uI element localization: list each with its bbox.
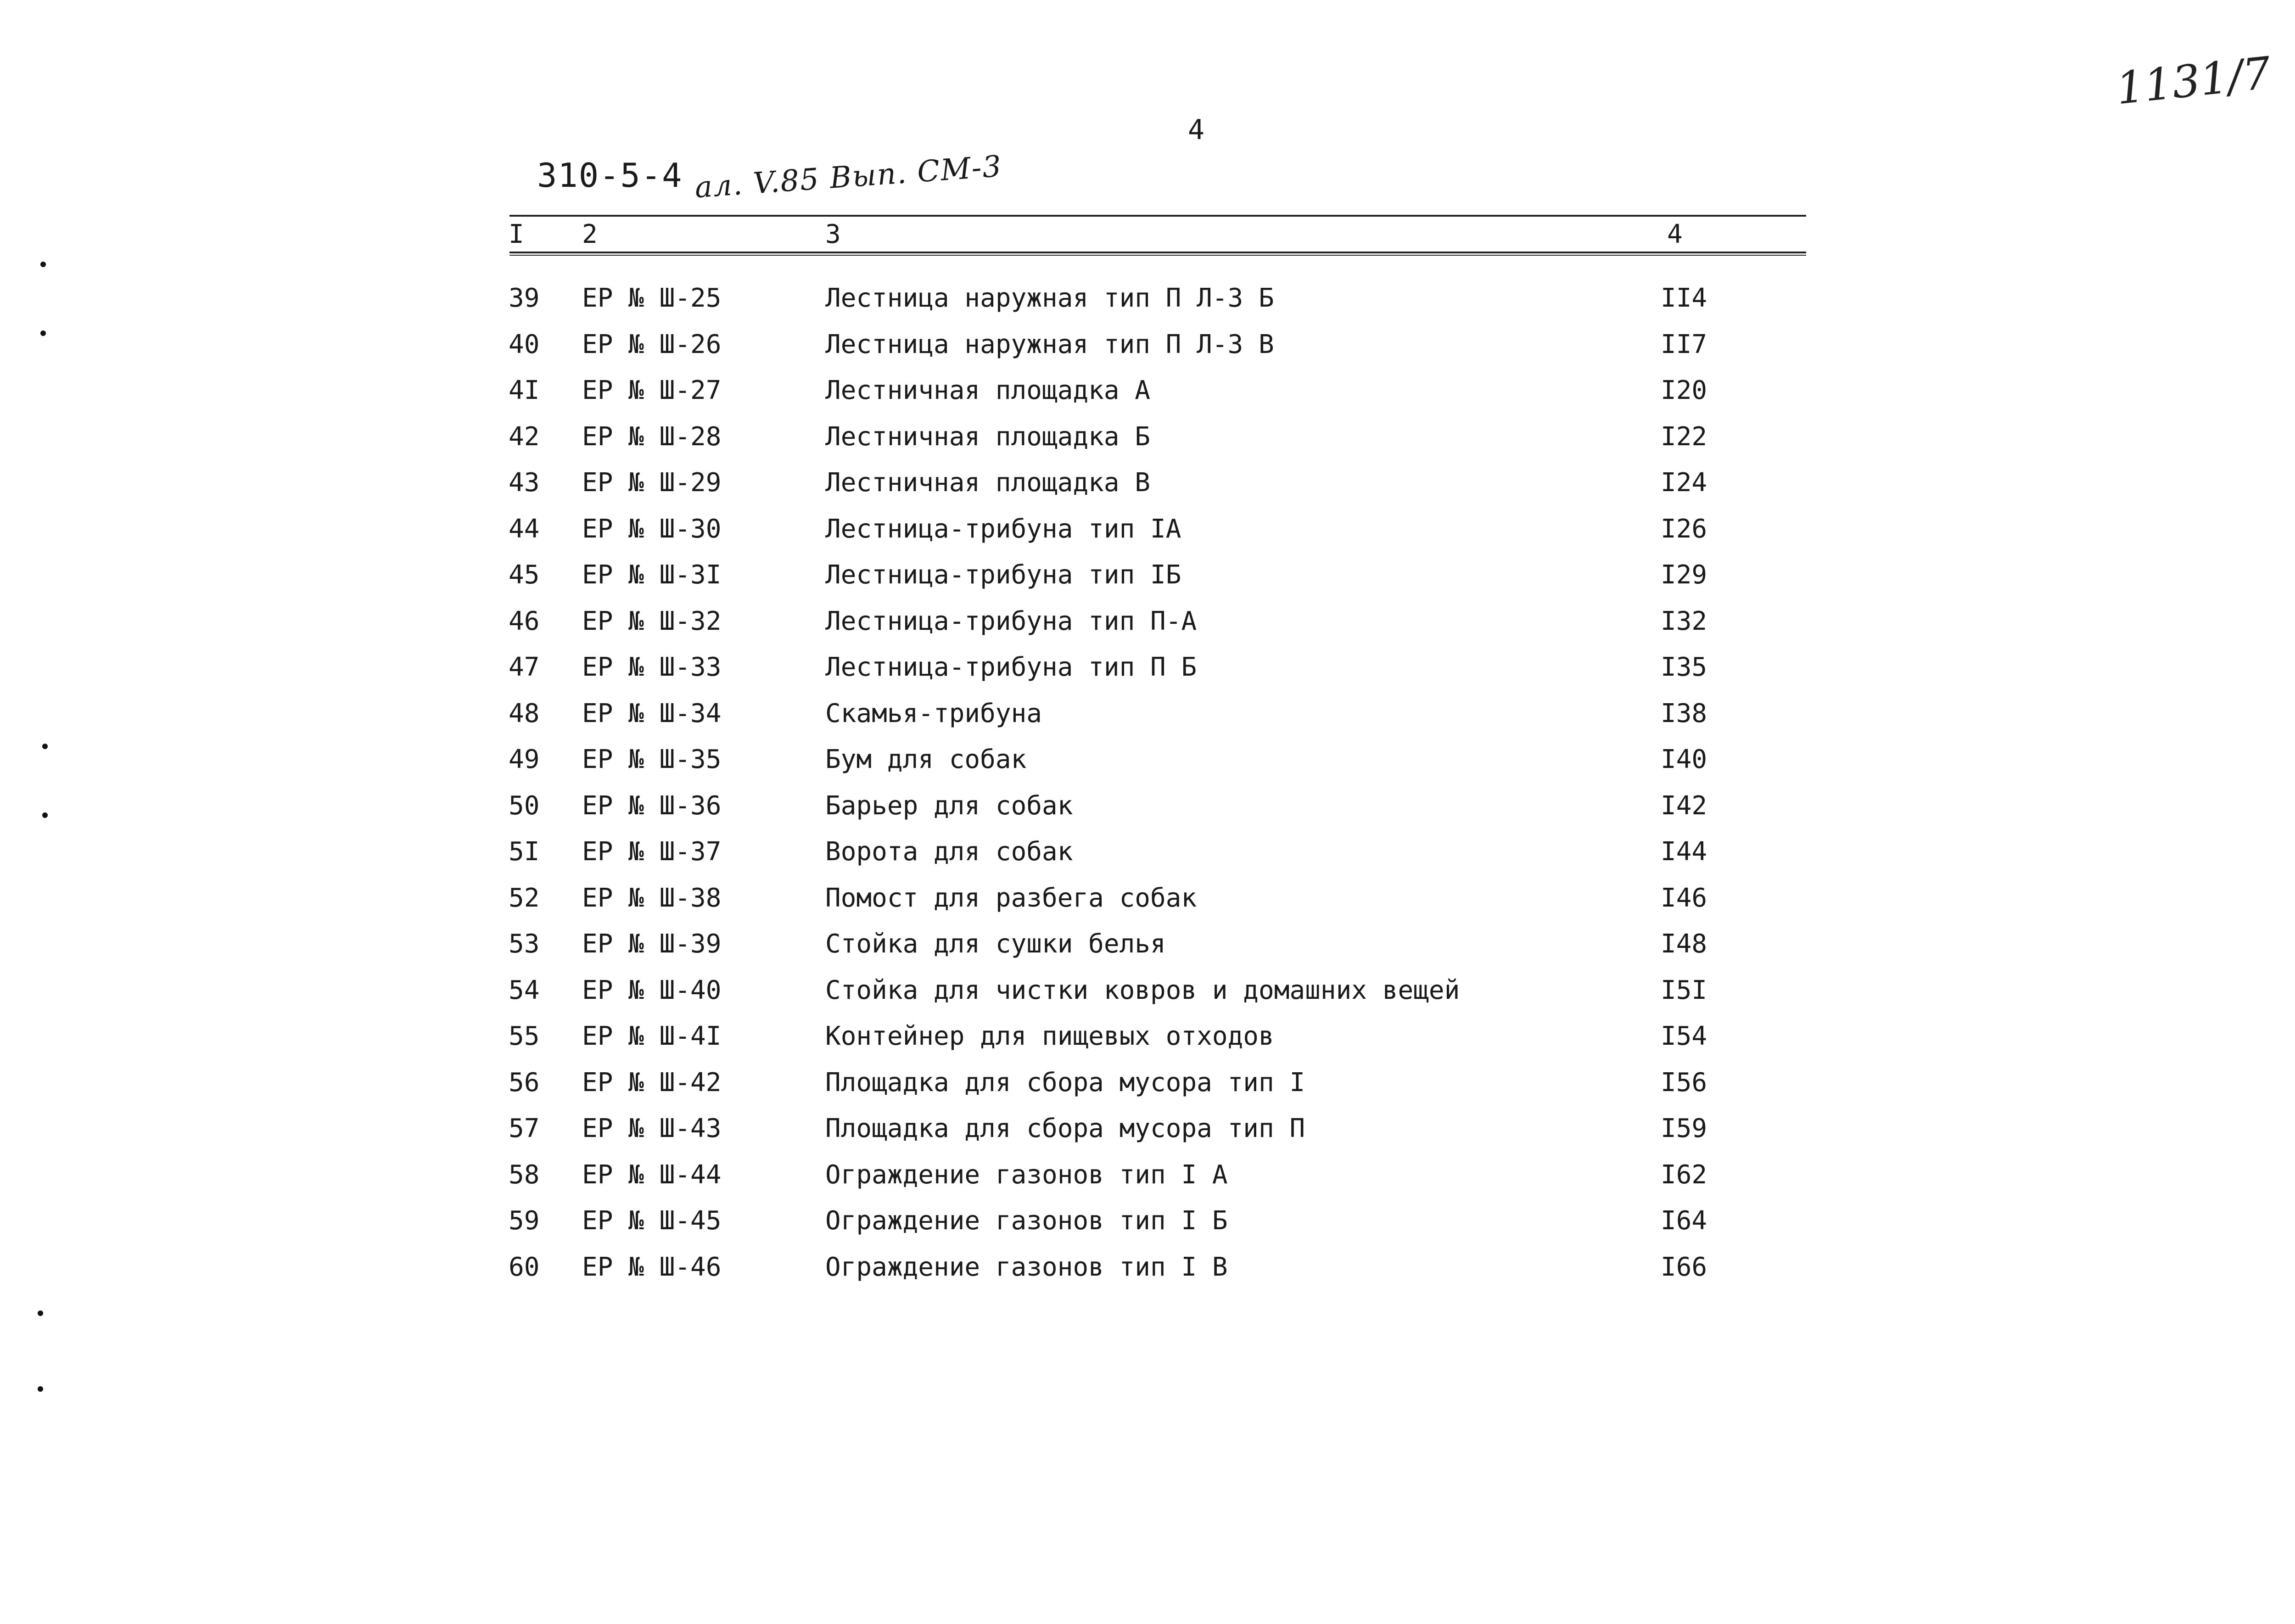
- handwritten-page-reference: 1131/7: [2114, 47, 2273, 115]
- row-number: 44: [509, 514, 540, 544]
- row-name: Скамья-трибуна: [825, 698, 1042, 728]
- row-name: Ограждение газонов тип I Б: [825, 1206, 1228, 1236]
- row-page: I54: [1661, 1021, 1707, 1051]
- table-row: [0, 275, 2295, 322]
- row-number: 50: [509, 790, 540, 821]
- table-row: [0, 1198, 2295, 1244]
- row-code: ЕР № Ш-46: [582, 1252, 722, 1282]
- row-number: 43: [509, 468, 540, 498]
- row-name: Барьер для собак: [825, 790, 1073, 821]
- series-code: [537, 149, 1003, 205]
- table-row: [0, 599, 2295, 645]
- table-row: [0, 737, 2295, 783]
- table-row: [0, 506, 2295, 553]
- row-code: ЕР № Ш-33: [582, 652, 722, 682]
- table-row: [0, 829, 2295, 875]
- row-code: ЕР № Ш-35: [582, 745, 722, 774]
- row-number: 49: [509, 745, 540, 774]
- row-page: I35: [1661, 652, 1707, 682]
- column-header-3: 3: [825, 219, 841, 249]
- table-row: [0, 1106, 2295, 1152]
- row-name: Ограждение газонов тип I А: [825, 1159, 1228, 1190]
- row-number: 39: [509, 283, 540, 313]
- row-name: Стойка для чистки ковров и домашних вещей: [825, 975, 1460, 1005]
- row-number: 59: [509, 1206, 540, 1236]
- row-page: I46: [1661, 883, 1707, 913]
- table-row: [0, 875, 2295, 922]
- table-row: [0, 552, 2295, 599]
- page-number: 4: [1188, 114, 1205, 146]
- row-name: Площадка для сбора мусора тип П: [825, 1114, 1305, 1143]
- row-page: I29: [1661, 560, 1707, 590]
- row-code: ЕР № Ш-4I: [582, 1021, 722, 1051]
- series-code-typed: 310-5-4: [537, 156, 683, 195]
- scan-speck: [40, 330, 46, 336]
- row-code: ЕР № Ш-27: [582, 375, 722, 405]
- table-row: [0, 1014, 2295, 1060]
- row-number: 47: [509, 652, 540, 682]
- row-number: 42: [509, 421, 540, 452]
- row-name: Стойка для сушки белья: [825, 929, 1166, 959]
- row-page: II4: [1661, 283, 1707, 313]
- table-row: [0, 460, 2295, 506]
- row-code: ЕР № Ш-36: [582, 790, 722, 821]
- row-code: ЕР № Ш-34: [582, 698, 722, 728]
- row-page: I64: [1661, 1206, 1707, 1236]
- row-page: I5I: [1661, 975, 1707, 1005]
- row-code: ЕР № Ш-26: [582, 329, 722, 359]
- series-code-handwritten: ал. V.85 Вып. СМ-3: [694, 149, 1003, 205]
- row-name: Лестница-трибуна тип IБ: [825, 560, 1181, 590]
- row-name: Ворота для собак: [825, 837, 1073, 867]
- row-page: I32: [1661, 606, 1707, 636]
- row-name: Лестница-трибуна тип П-А: [825, 606, 1197, 636]
- scan-speck: [42, 744, 48, 749]
- table-body: [0, 275, 2295, 1290]
- row-page: I26: [1661, 514, 1707, 544]
- row-page: I44: [1661, 837, 1707, 867]
- row-number: 56: [509, 1067, 540, 1098]
- row-code: ЕР № Ш-39: [582, 929, 722, 959]
- table-row: [0, 1244, 2295, 1291]
- row-number: 54: [509, 975, 540, 1005]
- row-number: 4I: [509, 375, 540, 405]
- row-name: Лестница-трибуна тип П Б: [825, 652, 1197, 682]
- row-code: ЕР № Ш-44: [582, 1159, 722, 1190]
- row-number: 45: [509, 560, 540, 590]
- table-top-rule: [509, 215, 1806, 217]
- row-code: ЕР № Ш-25: [582, 283, 722, 313]
- row-code: ЕР № Ш-32: [582, 606, 722, 636]
- row-name: Помост для разбега собак: [825, 883, 1197, 913]
- row-code: ЕР № Ш-37: [582, 837, 722, 867]
- row-number: 48: [509, 698, 540, 728]
- row-page: I38: [1661, 698, 1707, 728]
- row-page: II7: [1661, 329, 1707, 359]
- row-page: I62: [1661, 1159, 1707, 1190]
- table-row: [0, 1060, 2295, 1106]
- table-row: [0, 691, 2295, 737]
- row-page: I40: [1661, 745, 1707, 774]
- row-code: ЕР № Ш-29: [582, 468, 722, 498]
- table-row: [0, 368, 2295, 414]
- column-header-2: 2: [582, 219, 598, 249]
- row-page: I20: [1661, 375, 1707, 405]
- scan-speck: [42, 812, 48, 818]
- row-name: Контейнер для пищевых отходов: [825, 1021, 1274, 1051]
- row-name: Лестница-трибуна тип IА: [825, 514, 1181, 544]
- scan-speck: [38, 1310, 43, 1316]
- table-row: [0, 783, 2295, 829]
- table-header-rule: [509, 252, 1806, 253]
- row-number: 53: [509, 929, 540, 959]
- table-header-rule-double: [509, 255, 1806, 256]
- row-name: Лестница наружная тип П Л-3 В: [825, 329, 1274, 359]
- row-name: Лестница наружная тип П Л-3 Б: [825, 283, 1274, 313]
- row-name: Лестничная площадка А: [825, 375, 1151, 405]
- row-number: 40: [509, 329, 540, 359]
- row-code: ЕР № Ш-40: [582, 975, 722, 1005]
- row-number: 55: [509, 1021, 540, 1051]
- row-name: Бум для собак: [825, 745, 1027, 774]
- row-name: Площадка для сбора мусора тип I: [825, 1067, 1305, 1098]
- table-row: [0, 644, 2295, 691]
- row-number: 60: [509, 1252, 540, 1282]
- scan-speck: [40, 262, 46, 267]
- column-header-1: I: [509, 219, 524, 249]
- column-header-4: 4: [1667, 219, 1683, 249]
- row-code: ЕР № Ш-38: [582, 883, 722, 913]
- row-code: ЕР № Ш-3I: [582, 560, 722, 590]
- row-code: ЕР № Ш-43: [582, 1114, 722, 1143]
- table-row: [0, 968, 2295, 1014]
- row-number: 52: [509, 883, 540, 913]
- row-page: I66: [1661, 1252, 1707, 1282]
- table-row: [0, 921, 2295, 968]
- scan-speck: [38, 1386, 43, 1392]
- row-page: I56: [1661, 1067, 1707, 1098]
- row-number: 57: [509, 1114, 540, 1143]
- row-page: I48: [1661, 929, 1707, 959]
- row-page: I59: [1661, 1114, 1707, 1143]
- row-name: Ограждение газонов тип I В: [825, 1252, 1228, 1282]
- row-name: Лестничная площадка Б: [825, 421, 1151, 452]
- table-row: [0, 414, 2295, 460]
- row-page: I24: [1661, 468, 1707, 498]
- row-page: I22: [1661, 421, 1707, 452]
- row-page: I42: [1661, 790, 1707, 821]
- row-number: 5I: [509, 837, 540, 867]
- row-number: 46: [509, 606, 540, 636]
- row-code: ЕР № Ш-28: [582, 421, 722, 452]
- row-code: ЕР № Ш-42: [582, 1067, 722, 1098]
- row-code: ЕР № Ш-45: [582, 1206, 722, 1236]
- table-row: [0, 1152, 2295, 1198]
- row-name: Лестничная площадка В: [825, 468, 1151, 498]
- row-number: 58: [509, 1159, 540, 1190]
- row-code: ЕР № Ш-30: [582, 514, 722, 544]
- table-row: [0, 322, 2295, 368]
